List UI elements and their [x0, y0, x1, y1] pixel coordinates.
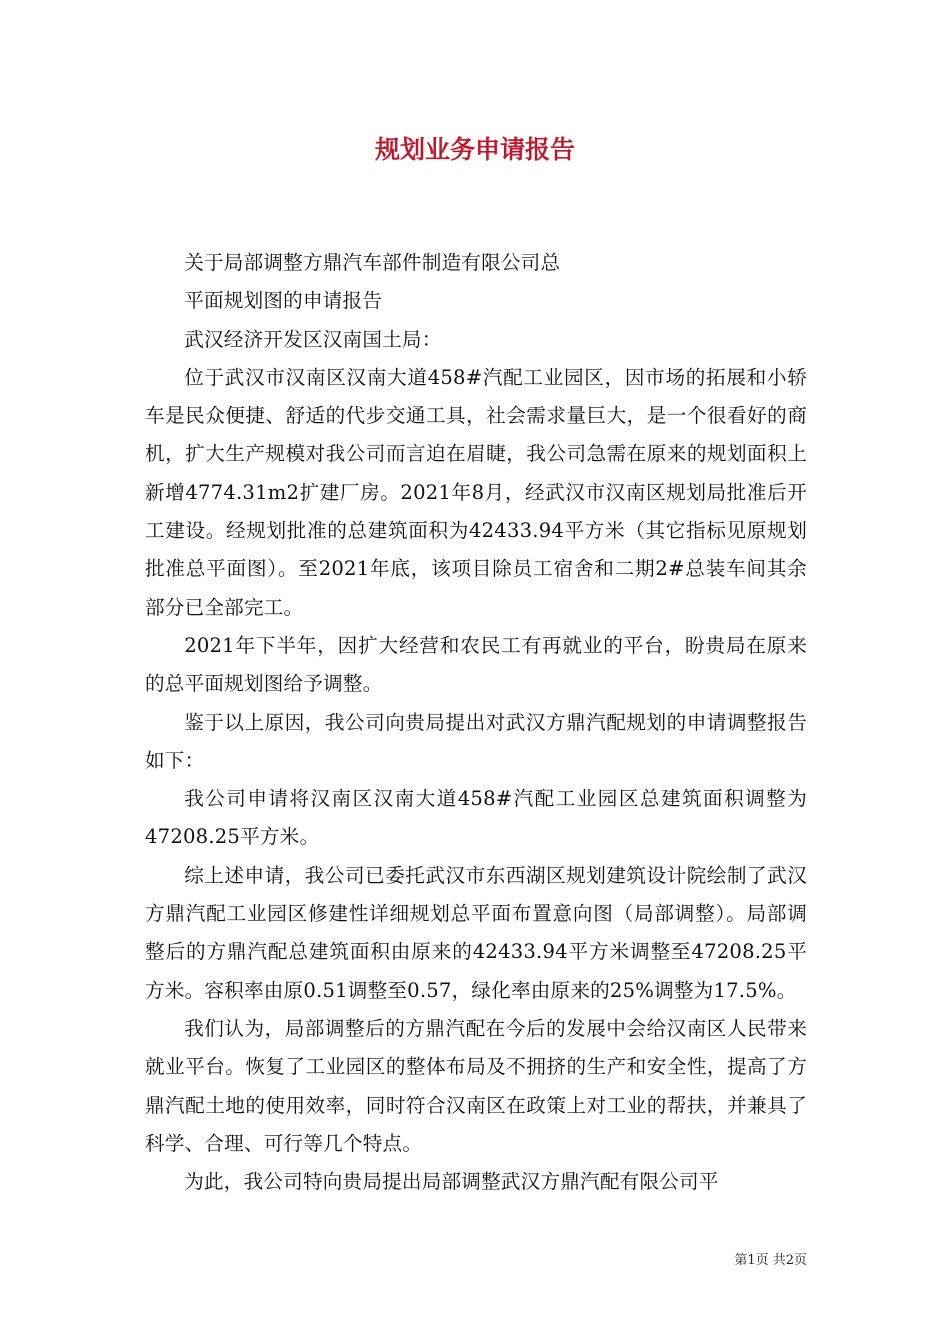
paragraph-intro: 鉴于以上原因，我公司向贵局提出对武汉方鼎汽配规划的申请调整报告如下：	[145, 710, 807, 772]
document-body	[145, 244, 807, 1201]
paragraph-opinion: 我们认为，局部调整后的方鼎汽配在今后的发展中会给汉南区人民带来就业平台。恢复了工业园区的整体布局及不拥挤的生产和安全性，提高了方鼎汽配土地的使用效率，同时符合汉南区在政策上对工业的帮扶，并兼具了科学、合理、可行等几个特点。	[145, 1016, 807, 1155]
paragraph-request-reason: 2021年下半年，因扩大经营和农民工有再就业的平台，盼贵局在原来的总平面规划图给予调整。	[145, 633, 807, 696]
paragraph-application: 我公司申请将汉南区汉南大道458#汽配工业园区总建筑面积调整为47208.25平方米。	[145, 787, 807, 849]
addressee: 武汉经济开发区汉南国土局：	[184, 327, 442, 351]
paragraph-background: 位于武汉市汉南区汉南大道458#汽配工业园区，因市场的拓展和小轿车是民众便捷、舒适的代步交通工具，社会需求量巨大，是一个很看好的商机，扩大生产规模对我公司而言迫在眉睫，我公司急需在原来的规划面积上新增4774.31m2扩建厂房。2021年8月，经武汉市汉南区规划局批准后开工建设。经规划批准的总建筑面积为42433.94平方米（其它指标见原规划批准总平面图）。至2021年底，该项目除员工宿舍和二期2#总装车间其余部分已全部完工。	[145, 365, 807, 619]
document-title: 规划业务申请报告	[374, 135, 575, 164]
subject-line-1: 关于局部调整方鼎汽车部件制造有限公司总	[184, 251, 561, 274]
paragraph-summary: 综上述申请，我公司已委托武汉市东西湖区规划建筑设计院绘制了武汉方鼎汽配工业园区修建性详细规划总平面布置意向图（局部调整）。局部调整后的方鼎汽配总建筑面积由原来的42433.94平方米调整至47208.25平方米。容积率由原0.51调整至0.57，绿化率由原来的25%调整为17.5%。	[145, 863, 807, 1002]
paragraph-conclusion: 为此，我公司特向贵局提出局部调整武汉方鼎汽配有限公司平	[184, 1170, 719, 1194]
subject-line-2: 平面规划图的申请报告	[184, 289, 383, 313]
page-number: 第1页 共2页	[734, 1253, 807, 1268]
